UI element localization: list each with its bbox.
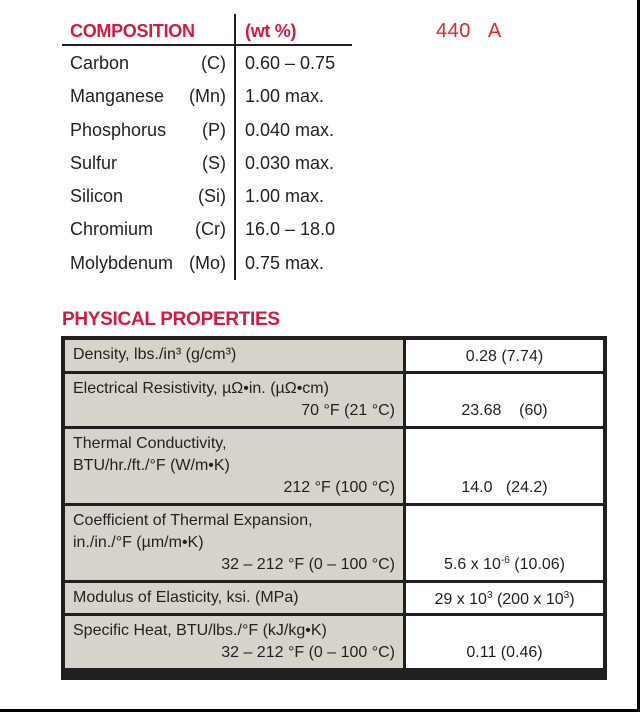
property-label-cell (65, 429, 403, 503)
physical-properties-table (61, 336, 607, 680)
value-base: 5.6 x 10 (444, 556, 501, 573)
value-part: (200 x 10 (492, 591, 564, 608)
element-symbol: (Si) (198, 186, 226, 207)
composition-row (62, 179, 352, 212)
composition-row (62, 46, 352, 79)
property-value (406, 555, 603, 574)
value-exponent: 3 (563, 590, 570, 601)
element-value: 0.60 – 0.75 (245, 53, 336, 73)
element-symbol: (Mn) (189, 86, 226, 107)
value-exponent: -6 (500, 555, 510, 566)
value-part: ) (569, 591, 575, 608)
element-name: Silicon (70, 186, 124, 207)
composition-row (62, 146, 352, 179)
composition-row (62, 79, 352, 112)
property-value-cell (406, 506, 603, 580)
property-label-cell (65, 340, 403, 371)
element-value: 1.00 max. (245, 86, 325, 107)
property-label: Electrical Resistivity, µΩ•in. (µΩ•cm) (73, 380, 329, 397)
composition-header-element: COMPOSITION (70, 21, 195, 41)
table-row (65, 429, 603, 503)
composition-row (62, 246, 352, 279)
property-label-units: BTU/hr./ft./°F (W/m•K) (73, 457, 230, 474)
property-label: Specific Heat, BTU/lbs./°F (kJ/kg•K) (73, 622, 327, 639)
property-value-cell (406, 583, 603, 613)
table-row (65, 374, 603, 426)
element-name: Manganese (70, 86, 165, 107)
element-name: Carbon (70, 53, 130, 73)
property-label-cell (65, 506, 403, 580)
property-value-cell (406, 616, 603, 668)
element-symbol: (Mo) (189, 252, 226, 273)
value-rest: (10.06) (509, 556, 565, 573)
property-value (406, 590, 603, 609)
element-symbol: (S) (202, 152, 226, 173)
element-value: 0.030 max. (245, 152, 335, 173)
element-value: 0.040 max. (245, 119, 335, 140)
element-symbol: (Cr) (195, 219, 226, 240)
element-value: 16.0 – 18.0 (245, 219, 336, 240)
property-label: Density, lbs./in³ (g/cm³) (73, 346, 237, 363)
composition-header (62, 14, 352, 46)
table-row (65, 340, 603, 371)
property-value: 0.11 (0.46) (466, 644, 543, 661)
property-value: 14.0 (24.2) (461, 479, 548, 496)
element-name: Chromium (70, 219, 154, 240)
property-label: Thermal Conductivity, (73, 435, 227, 452)
element-value: 0.75 max. (245, 252, 325, 273)
grade-label: 440 A (436, 20, 502, 42)
property-condition: 32 – 212 °F (0 – 100 °C) (221, 556, 395, 573)
element-symbol: (P) (202, 119, 226, 140)
property-value: 23.68 (60) (461, 402, 548, 419)
element-name: Sulfur (70, 152, 118, 173)
property-value-cell (406, 340, 603, 371)
property-label-cell (65, 616, 403, 668)
table-row (65, 616, 603, 668)
element-name: Phosphorus (70, 119, 167, 140)
element-value: 1.00 max. (245, 186, 325, 207)
property-condition: 70 °F (21 °C) (301, 402, 395, 419)
composition-header-value: (wt %) (245, 21, 297, 41)
table-row (65, 506, 603, 580)
property-value-cell (406, 374, 603, 426)
property-label-cell (65, 374, 403, 426)
property-label: Modulus of Elasticity, ksi. (MPa) (73, 589, 299, 606)
table-row (65, 583, 603, 613)
property-label-cell (65, 583, 403, 613)
property-value-cell (406, 429, 603, 503)
physical-properties-title: PHYSICAL PROPERTIES (62, 309, 280, 330)
composition-row (62, 212, 352, 245)
element-symbol: (C) (201, 53, 226, 73)
property-condition: 32 – 212 °F (0 – 100 °C) (221, 644, 395, 661)
value-exponent: 3 (486, 590, 493, 601)
element-name: Molybdenum (70, 252, 174, 273)
property-condition: 212 °F (100 °C) (283, 479, 395, 496)
property-label-units: in./in./°F (µm/m•K) (73, 534, 204, 551)
composition-table (62, 14, 352, 279)
composition-row (62, 113, 352, 146)
value-part: 29 x 10 (434, 591, 487, 608)
property-label: Coefficient of Thermal Expansion, (73, 512, 313, 529)
property-value: 0.28 (7.74) (465, 348, 544, 365)
